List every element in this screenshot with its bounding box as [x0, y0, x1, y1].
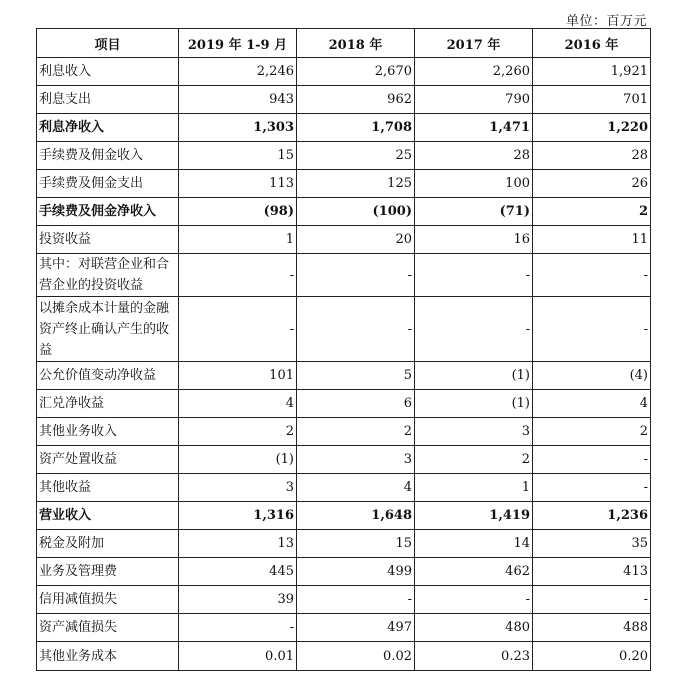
table-row — [37, 502, 651, 530]
row-value: 1,236 — [533, 502, 651, 530]
table-row — [37, 418, 651, 446]
table-body — [37, 58, 651, 671]
row-value: 2,670 — [297, 58, 415, 86]
row-value: (1) — [415, 362, 533, 390]
table-row — [37, 446, 651, 474]
row-label: 营业收入 — [37, 502, 179, 530]
row-value: 16 — [415, 226, 533, 254]
row-value: 26 — [533, 170, 651, 198]
row-value: 1,419 — [415, 502, 533, 530]
row-value: (71) — [415, 198, 533, 226]
table-row — [37, 142, 651, 170]
row-value: 1 — [179, 226, 297, 254]
row-value: 20 — [297, 226, 415, 254]
row-label: 利息净收入 — [37, 114, 179, 142]
row-label: 以摊余成本计量的金融资产终止确认产生的收益 — [37, 297, 179, 362]
row-label: 手续费及佣金净收入 — [37, 198, 179, 226]
row-value: 13 — [179, 530, 297, 558]
unit-note: 单位：百万元 — [565, 14, 647, 29]
row-value: 499 — [297, 558, 415, 586]
table-row — [37, 390, 651, 418]
row-value: 1,708 — [297, 114, 415, 142]
row-value: 14 — [415, 530, 533, 558]
row-label: 税金及附加 — [37, 530, 179, 558]
row-value: - — [297, 254, 415, 297]
row-value: 35 — [533, 530, 651, 558]
row-value: 2 — [533, 418, 651, 446]
column-header-2017: 2017 年 — [415, 29, 533, 58]
table-row — [37, 586, 651, 614]
row-value: - — [415, 254, 533, 297]
row-value: 5 — [297, 362, 415, 390]
row-value: 1,316 — [179, 502, 297, 530]
row-label: 信用减值损失 — [37, 586, 179, 614]
row-value: - — [179, 254, 297, 297]
table-row — [37, 297, 651, 362]
row-value: 1,648 — [297, 502, 415, 530]
row-label: 公允价值变动净收益 — [37, 362, 179, 390]
row-value: - — [533, 446, 651, 474]
row-value: 2,260 — [415, 58, 533, 86]
table-row — [37, 58, 651, 86]
row-value: 113 — [179, 170, 297, 198]
row-value: - — [533, 474, 651, 502]
row-value: 25 — [297, 142, 415, 170]
row-value: 15 — [179, 142, 297, 170]
table-row — [37, 254, 651, 297]
financial-table — [36, 28, 651, 671]
row-value: 6 — [297, 390, 415, 418]
row-label: 手续费及佣金收入 — [37, 142, 179, 170]
row-value: (1) — [415, 390, 533, 418]
table-row — [37, 226, 651, 254]
row-value: 462 — [415, 558, 533, 586]
table-row — [37, 198, 651, 226]
row-value: 0.02 — [297, 642, 415, 671]
row-label: 投资收益 — [37, 226, 179, 254]
row-value: 101 — [179, 362, 297, 390]
row-value: - — [533, 586, 651, 614]
row-value: (4) — [533, 362, 651, 390]
row-value: 1 — [415, 474, 533, 502]
row-label: 利息支出 — [37, 86, 179, 114]
row-value: 3 — [415, 418, 533, 446]
row-value: - — [297, 586, 415, 614]
row-value: 2,246 — [179, 58, 297, 86]
row-value: 0.20 — [533, 642, 651, 671]
row-value: 480 — [415, 614, 533, 642]
table-row — [37, 170, 651, 198]
row-value: 28 — [533, 142, 651, 170]
row-label: 资产减值损失 — [37, 614, 179, 642]
row-label: 资产处置收益 — [37, 446, 179, 474]
table-row — [37, 558, 651, 586]
row-value: - — [415, 586, 533, 614]
row-label: 其中：对联营企业和合营企业的投资收益 — [37, 254, 179, 297]
row-value: - — [415, 297, 533, 362]
row-value: 3 — [297, 446, 415, 474]
row-value: - — [179, 297, 297, 362]
table-row — [37, 614, 651, 642]
row-value: 11 — [533, 226, 651, 254]
column-header-item: 项目 — [37, 29, 179, 58]
row-value: 125 — [297, 170, 415, 198]
table-row — [37, 86, 651, 114]
row-value: (1) — [179, 446, 297, 474]
row-value: 2 — [179, 418, 297, 446]
column-header-2019q3: 2019 年 1-9 月 — [179, 29, 297, 58]
row-value: 28 — [415, 142, 533, 170]
row-value: 4 — [297, 474, 415, 502]
row-value: 488 — [533, 614, 651, 642]
table-row — [37, 362, 651, 390]
table-row — [37, 474, 651, 502]
row-value: 4 — [533, 390, 651, 418]
table-row — [37, 642, 651, 671]
row-value: 943 — [179, 86, 297, 114]
row-value: 39 — [179, 586, 297, 614]
row-value: 3 — [179, 474, 297, 502]
row-value: (100) — [297, 198, 415, 226]
row-value: 1,220 — [533, 114, 651, 142]
row-label: 其他收益 — [37, 474, 179, 502]
row-value: 1,471 — [415, 114, 533, 142]
row-value: 1,303 — [179, 114, 297, 142]
table-row — [37, 530, 651, 558]
row-value: 1,921 — [533, 58, 651, 86]
row-label: 其他业务收入 — [37, 418, 179, 446]
row-label: 其他业务成本 — [37, 642, 179, 671]
row-value: 445 — [179, 558, 297, 586]
row-value: (98) — [179, 198, 297, 226]
row-label: 业务及管理费 — [37, 558, 179, 586]
row-value: 2 — [415, 446, 533, 474]
column-header-2018: 2018 年 — [297, 29, 415, 58]
row-value: 962 — [297, 86, 415, 114]
row-value: 0.23 — [415, 642, 533, 671]
row-value: - — [179, 614, 297, 642]
row-label: 手续费及佣金支出 — [37, 170, 179, 198]
row-value: 100 — [415, 170, 533, 198]
row-value: - — [533, 297, 651, 362]
row-value: 413 — [533, 558, 651, 586]
row-value: 701 — [533, 86, 651, 114]
row-value: 4 — [179, 390, 297, 418]
row-value: 2 — [297, 418, 415, 446]
row-value: 790 — [415, 86, 533, 114]
row-value: 0.01 — [179, 642, 297, 671]
table-row — [37, 114, 651, 142]
row-label: 汇兑净收益 — [37, 390, 179, 418]
row-value: - — [297, 297, 415, 362]
row-value: 2 — [533, 198, 651, 226]
row-label: 利息收入 — [37, 58, 179, 86]
column-header-2016: 2016 年 — [533, 29, 651, 58]
row-value: 15 — [297, 530, 415, 558]
table-header-row — [37, 29, 651, 58]
row-value: - — [533, 254, 651, 297]
row-value: 497 — [297, 614, 415, 642]
